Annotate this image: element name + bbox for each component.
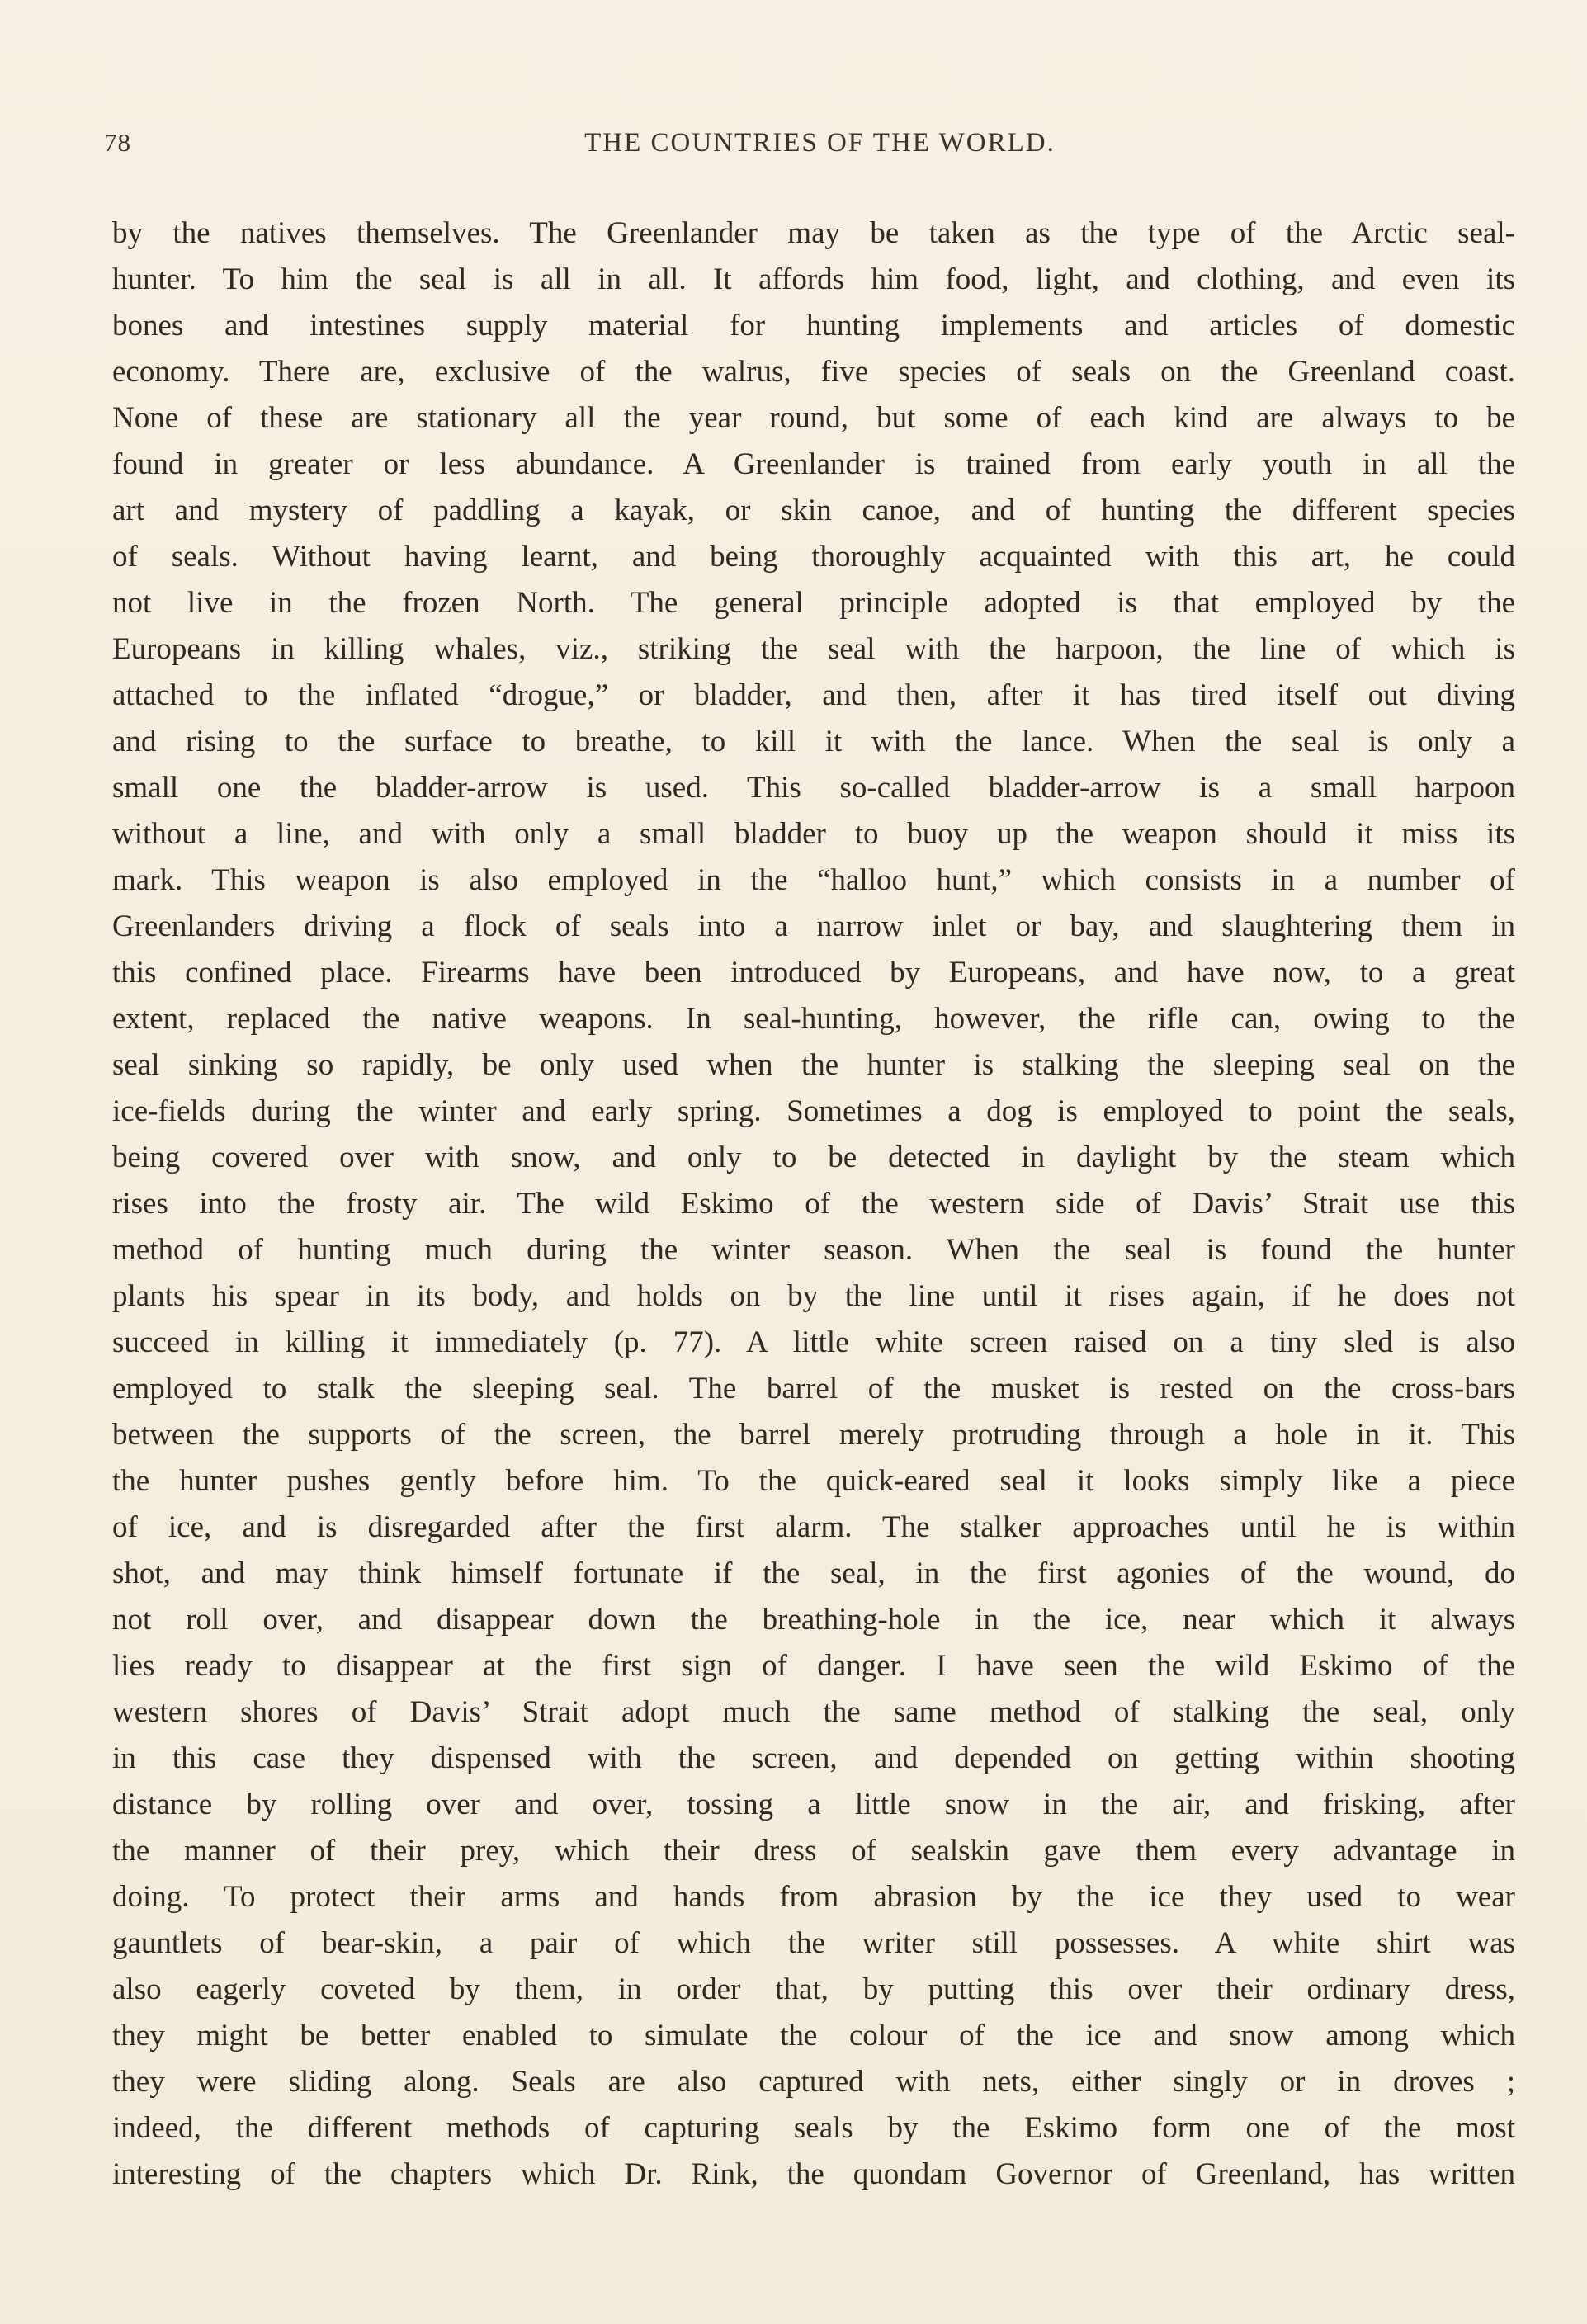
text-line: method of hunting much during the winter season. When the seal is found the hunter [112, 1233, 1515, 1267]
text-line: between the supports of the screen, the barrel merely protruding through a hole in it. This [112, 1418, 1515, 1452]
text-line: rises into the frosty air. The wild Eskimo of the western side of Davis’ Strait use this [112, 1187, 1515, 1221]
text-line: art and mystery of paddling a kayak, or skin canoe, and of hunting the different species [112, 494, 1515, 527]
text-line: None of these are stationary all the year round, but some of each kind are always to be [112, 401, 1515, 435]
text-line: this confined place. Firearms have been introduced by Europeans, and have now, to a great [112, 956, 1515, 990]
text-line: employed to stalk the sleeping seal. The barrel of the musket is rested on the cross-bars [112, 1372, 1515, 1405]
text-line: shot, and may think himself fortunate if the seal, in the first agonies of the wound, do [112, 1556, 1515, 1590]
text-line: hunter. To him the seal is all in all. It affords him food, light, and clothing, and even its [112, 262, 1515, 296]
text-line: found in greater or less abundance. A Greenlander is trained from early youth in all the [112, 447, 1515, 481]
text-line: succeed in killing it immediately (p. 77). A little white screen raised on a tiny sled is also [112, 1325, 1515, 1359]
text-line: by the natives themselves. The Greenlander may be taken as the type of the Arctic seal- [112, 216, 1515, 250]
text-line: being covered over with snow, and only to be detected in daylight by the steam which [112, 1141, 1515, 1174]
page-header [104, 128, 1536, 164]
text-line: in this case they dispensed with the screen, and depended on getting within shooting [112, 1741, 1515, 1775]
text-line: without a line, and with only a small bladder to buoy up the weapon should it miss its [112, 817, 1515, 851]
text-line: indeed, the different methods of capturing seals by the Eskimo form one of the most [112, 2111, 1515, 2145]
text-line: the manner of their prey, which their dress of sealskin gave them every advantage in [112, 1834, 1515, 1868]
text-line: Europeans in killing whales, viz., striking the seal with the harpoon, the line of which is [112, 632, 1515, 666]
text-line: and rising to the surface to breathe, to kill it with the lance. When the seal is only a [112, 725, 1515, 758]
text-line: of seals. Without having learnt, and being thoroughly acquainted with this art, he could [112, 540, 1515, 574]
text-line: mark. This weapon is also employed in the “halloo hunt,” which consists in a number of [112, 863, 1515, 897]
text-line: plants his spear in its body, and holds on by the line until it rises again, if he does not [112, 1279, 1515, 1313]
text-line: they were sliding along. Seals are also captured with nets, either singly or in droves ; [112, 2065, 1515, 2099]
running-head: THE COUNTRIES OF THE WORLD. [584, 128, 1056, 158]
text-line: Greenlanders driving a flock of seals into a narrow inlet or bay, and slaughtering them in [112, 909, 1515, 943]
text-line: economy. There are, exclusive of the walrus, five species of seals on the Greenland coast. [112, 355, 1515, 389]
text-line: interesting of the chapters which Dr. Rink, the quondam Governor of Greenland, has written [112, 2157, 1515, 2191]
text-line: of ice, and is disregarded after the first alarm. The stalker approaches until he is within [112, 1510, 1515, 1544]
text-line: small one the bladder-arrow is used. This so-called bladder-arrow is a small harpoon [112, 771, 1515, 805]
text-line: also eagerly coveted by them, in order that, by putting this over their ordinary dress, [112, 1972, 1515, 2006]
text-line: attached to the inflated “drogue,” or bladder, and then, after it has tired itself out diving [112, 678, 1515, 712]
text-line: ice-fields during the winter and early spring. Sometimes a dog is employed to point the seals, [112, 1094, 1515, 1128]
text-line: doing. To protect their arms and hands from abrasion by the ice they used to wear [112, 1880, 1515, 1914]
body-text [112, 210, 1515, 2198]
text-line: western shores of Davis’ Strait adopt much the same method of stalking the seal, only [112, 1695, 1515, 1729]
text-line: the hunter pushes gently before him. To the quick-eared seal it looks simply like a piece [112, 1464, 1515, 1498]
text-line: seal sinking so rapidly, be only used when the hunter is stalking the sleeping seal on the [112, 1048, 1515, 1082]
text-line: bones and intestines supply material for hunting implements and articles of domestic [112, 309, 1515, 342]
text-line: distance by rolling over and over, tossing a little snow in the air, and frisking, after [112, 1788, 1515, 1821]
text-line: they might be better enabled to simulate the colour of the ice and snow among which [112, 2019, 1515, 2052]
text-line: not live in the frozen North. The general principle adopted is that employed by the [112, 586, 1515, 620]
text-line: extent, replaced the native weapons. In seal-hunting, however, the rifle can, owing to the [112, 1002, 1515, 1036]
page-number: 78 [104, 128, 131, 157]
text-line: lies ready to disappear at the first sign of danger. I have seen the wild Eskimo of the [112, 1649, 1515, 1683]
text-line: not roll over, and disappear down the breathing-hole in the ice, near which it always [112, 1603, 1515, 1637]
text-line: gauntlets of bear-skin, a pair of which the writer still possesses. A white shirt was [112, 1926, 1515, 1960]
